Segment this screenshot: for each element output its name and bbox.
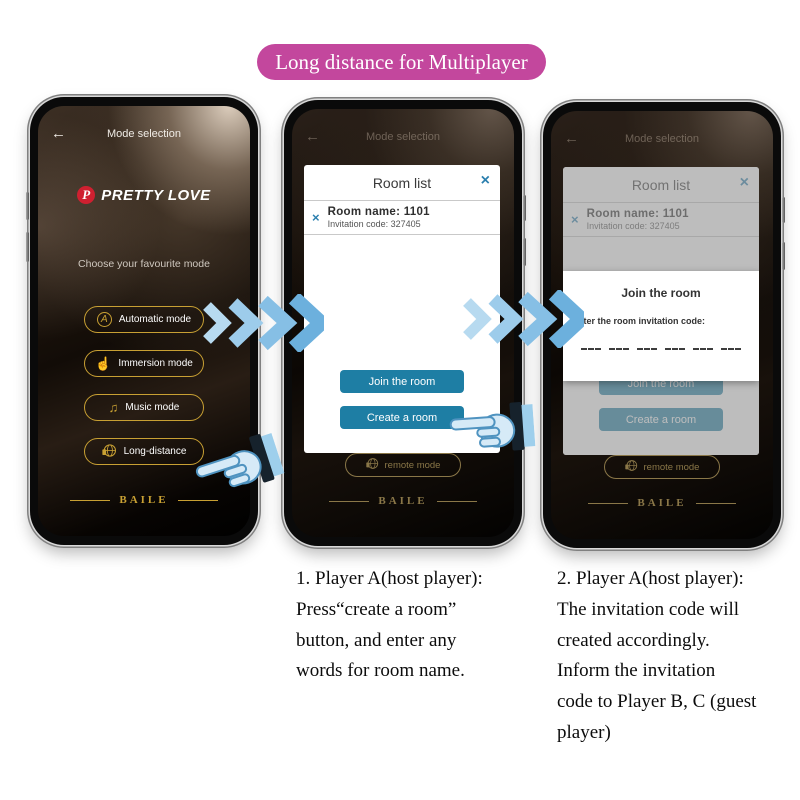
arrow-chevrons-icon [462,290,584,348]
create-room-button[interactable]: Create a room [340,406,464,429]
power-button [782,242,785,270]
choose-mode-subtitle: Choose your favourite mode [78,258,210,270]
room-invitation-code: Invitation code: 327405 [327,219,421,229]
immersion-mode-button[interactable] [84,350,204,377]
mode-label: Long-distance [123,446,187,457]
power-button [523,238,526,266]
step-1-caption: 1. Player A(host player): Press“create a room” button, and enter any words for room name. [296,568,483,682]
code-slot[interactable] [609,348,629,350]
music-mode-button[interactable] [84,394,204,421]
room-name: Room name: 1101 [327,206,430,218]
app-header [38,125,250,142]
back-arrow-icon[interactable]: ← [51,125,66,142]
join-room-button[interactable]: Join the room [340,370,464,393]
volume-button [26,232,29,262]
dialog-title: Join the room [621,286,701,300]
volume-button [782,197,785,223]
app-header [551,130,773,147]
mode-label: Music mode [125,402,180,413]
volume-button [523,195,526,221]
logo-p-icon: P [77,186,95,204]
phone-3-screen [551,111,773,539]
baile-brand: BAILE [38,494,250,506]
code-slot[interactable] [693,348,713,350]
room-list-header [304,165,500,201]
back-arrow-icon[interactable]: ← [564,130,579,147]
join-room-dialog [563,271,759,381]
invitation-code-prompt: Enter the room invitation code: [572,316,706,326]
remote-mode-button[interactable] [345,453,461,477]
room-list-item[interactable] [304,201,500,235]
room-list-title: Room list [372,174,432,191]
room-delete-icon[interactable]: × [312,210,320,225]
remote-mode-label: remote mode [384,459,441,471]
app-header [292,128,514,145]
globe-icon [366,457,379,473]
long-distance-mode-button[interactable] [84,438,204,465]
back-arrow-icon[interactable]: ← [305,128,320,145]
volume-button [26,192,29,220]
invitation-code-input[interactable] [563,348,759,350]
hand-icon: ☝ [95,356,112,371]
arrow-chevrons-icon [202,294,324,352]
globe-icon [625,459,638,475]
banner: Long distance for Multiplayer [257,44,546,80]
automatic-a-icon: A [97,312,112,327]
baile-brand: BAILE [292,495,514,507]
remote-mode-button[interactable] [604,455,720,479]
step-2-caption: 2. Player A(host player): The invitation code will created accordingly. Inform the invitation code to Player B, C (guest player) [557,568,757,743]
automatic-mode-button[interactable] [84,306,204,333]
close-icon[interactable]: × [480,172,490,189]
page-title: Mode selection [366,131,440,143]
pretty-love-logo [38,186,250,204]
mode-label: Immersion mode [118,358,193,369]
globe-icon [102,443,117,460]
logo-text: PRETTY LOVE [101,186,211,204]
remote-mode-label: remote mode [643,461,700,473]
code-slot[interactable] [721,348,741,350]
code-slot[interactable] [637,348,657,350]
code-slot[interactable] [665,348,685,350]
baile-brand: BAILE [551,497,773,509]
room-list-modal [563,167,759,455]
code-slot[interactable] [581,348,601,350]
mode-label: Automatic mode [118,314,192,325]
page-title: Mode selection [107,128,181,140]
page-title: Mode selection [625,133,699,145]
pointing-hand-cursor-icon [448,397,536,459]
music-note-icon: ♫ [108,400,119,415]
